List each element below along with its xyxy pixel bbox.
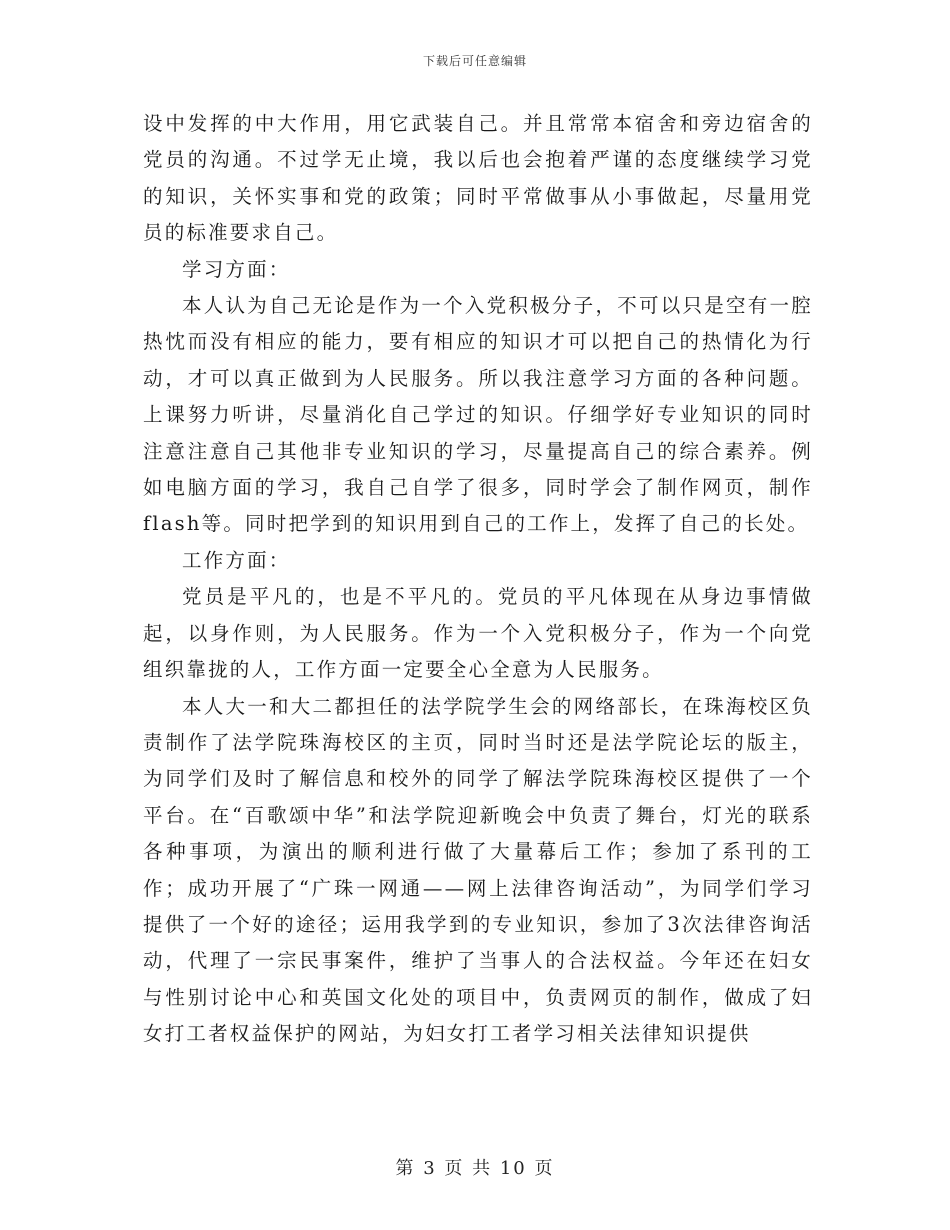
page-number-label: 第 3 页 共 10 页 [395, 1158, 555, 1179]
paragraph: 设中发挥的中大作用，用它武装自己。并且常常本宿舍和旁边宿舍的党员的沟通。不过学无止境，我以后也会抱着严谨的态度继续学习党的知识，关怀实事和党的政策；同时平常做事从小事做起，尽量用党员的标准要求自己。 [143, 112, 813, 245]
paragraph: 党员是平凡的，也是不平凡的。党员的平凡体现在从身边事情做起，以身作则，为人民服务。作为一个入党积极分子，作为一个向党组织靠拢的人，工作方面一定要全心全意为人民服务。 [143, 585, 813, 682]
header-note: 下载后可任意编辑 [422, 54, 527, 68]
section-heading-work: 工作方面： [182, 548, 291, 572]
paragraph: 本人认为自己无论是作为一个入党积极分子，不可以只是空有一腔热忱而没有相应的能力，要有相应的知识才可以把自己的热情化为行动，才可以真正做到为人民服务。所以我注意学习方面的各种问题。上课努力听讲，尽量消化自己学过的知识。仔细学好专业知识的同时注意注意自己其他非专业知识的学习，尽量提高自己的综合素养。例如电脑方面的学习，我自己自学了很多，同时学会了制作网页，制作flash等。同时把学到的知识用到自己的工作上，发挥了自己的长处。 [143, 294, 813, 536]
document-body [143, 106, 813, 1053]
page-number-footer [0, 1154, 950, 1180]
paragraph: 本人大一和大二都担任的法学院学生会的网络部长，在珠海校区负责制作了法学院珠海校区的主页，同时当时还是法学院论坛的版主，为同学们及时了解信息和校外的同学了解法学院珠海校区提供了一个平台。在“百歌颂中华”和法学院迎新晚会中负责了舞台，灯光的联系各种事项，为演出的顺利进行做了大量幕后工作；参加了系刊的工作；成功开展了“广珠一网通——网上法律咨询活动”，为同学们学习提供了一个好的途径；运用我学到的专业知识，参加了3次法律咨询活动，代理了一宗民事案件，维护了当事人的合法权益。今年还在妇女与性别讨论中心和英国文化处的项目中，负责网页的制作，做成了妇女打工者权益保护的网站，为妇女打工者学习相关法律知识提供 [143, 694, 813, 1046]
section-heading-study: 学习方面： [182, 257, 291, 281]
